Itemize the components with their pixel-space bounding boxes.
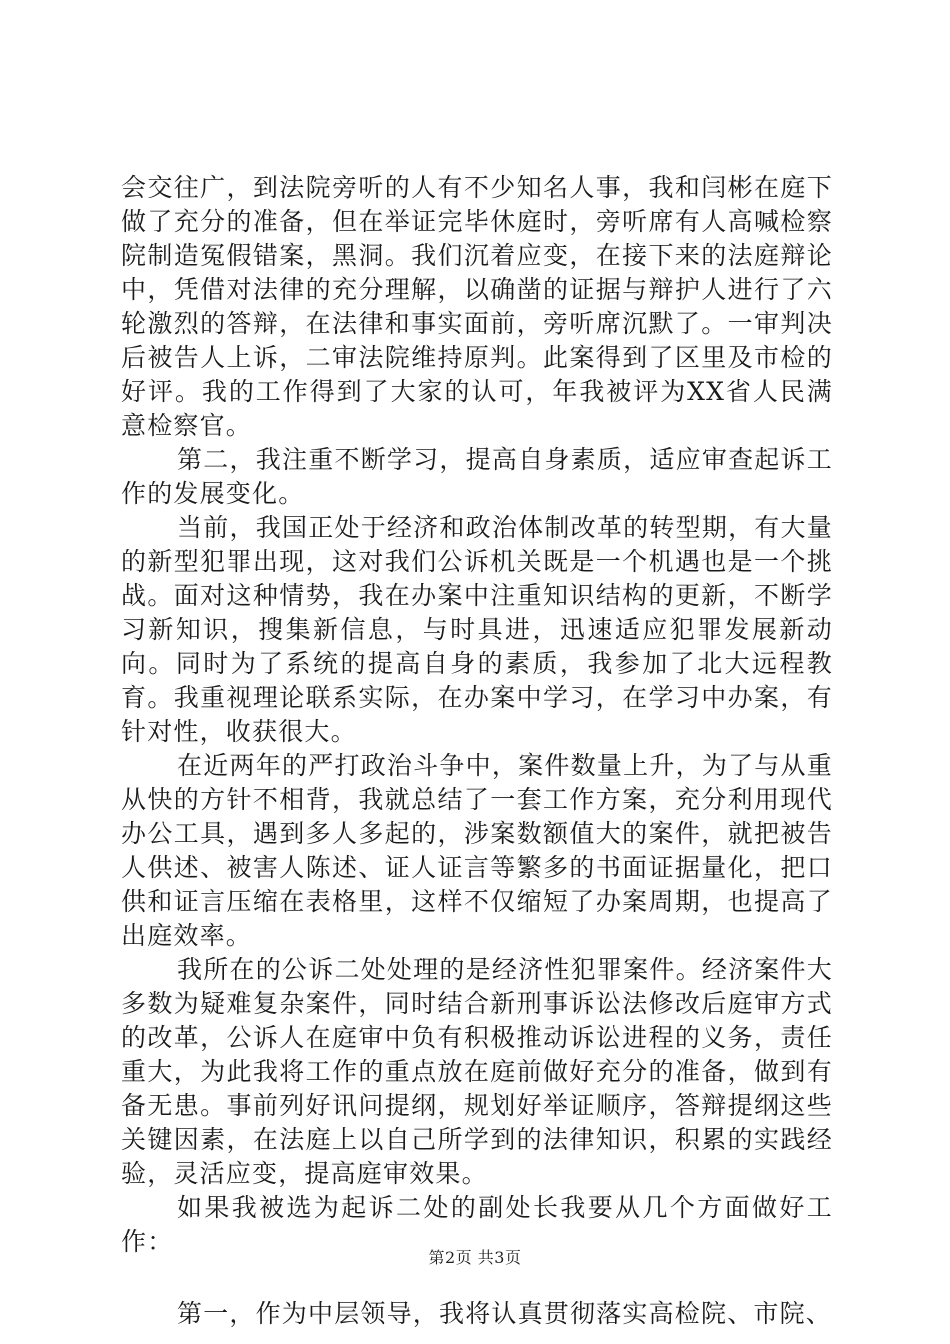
paragraph-economic-cases: 我所在的公诉二处处理的是经济性犯罪案件。经济案件大多数为疑难复杂案件，同时结合新刑事诉讼法修改后庭审方式的改革，公诉人在庭审中负有积极推动诉讼进程的义务，责任重大，为此我将工作的重点放在庭前做好充分的准备，做到有备无患。事前列好讯问提纲，规划好举证顺序，答辩提纲这些关键因素，在法庭上以自己所学到的法律知识，积累的实践经验，灵活应变，提高庭审效果。	[121, 955, 833, 1188]
paragraph-second-point: 第二，我注重不断学习，提高自身素质，适应审查起诉工作的发展变化。	[121, 445, 833, 508]
paragraph-continuation: 会交往广，到法院旁听的人有不少知名人事，我和闫彬在庭下做了充分的准备，但在举证完毕休庭时，旁听席有人高喊检察院制造冤假错案，黑洞。我们沉着应变，在接下来的法庭辩论中，凭借对法律的充分理解，以确凿的证据与辩护人进行了六轮激烈的答辩，在法律和事实面前，旁听席沉默了。一审判决后被告人上诉，二审法院维持原判。此案得到了区里及市检的好评。我的工作得到了大家的认可，年我被评为XX省人民满意检察官。	[121, 173, 833, 440]
paragraph-current-situation: 当前，我国正处于经济和政治体制改革的转型期，有大量的新型犯罪出现，这对我们公诉机关既是一个机遇也是一个挑战。面对这种情势，我在办案中注重知识结构的更新，不断学习新知识，搜集新信息，与时具进，迅速适应犯罪发展新动向。同时为了系统的提高自身的素质，我参加了北大远程教育。我重视理论联系实际，在办案中学习，在学习中办案，有针对性，收获很大。	[121, 513, 833, 746]
document-body	[121, 171, 833, 1331]
paragraph-if-elected: 如果我被选为起诉二处的副处长我要从几个方面做好工作：	[121, 1193, 833, 1256]
page-footer: 第2页 共3页	[428, 1248, 522, 1267]
paragraph-crackdown: 在近两年的严打政治斗争中，案件数量上升，为了与从重从快的方针不相背，我就总结了一套工作方案，充分利用现代办公工具，遇到多人多起的，涉案数额值大的案件，就把被告人供述、被害人陈述、证人证言等繁多的书面证据量化，把口供和证言压缩在表格里，这样不仅缩短了办案周期，也提高了出庭效率。	[121, 751, 833, 950]
paragraph-first-point: 第一，作为中层领导，我将认真贯彻落实高检院、市院、	[177, 1299, 833, 1328]
